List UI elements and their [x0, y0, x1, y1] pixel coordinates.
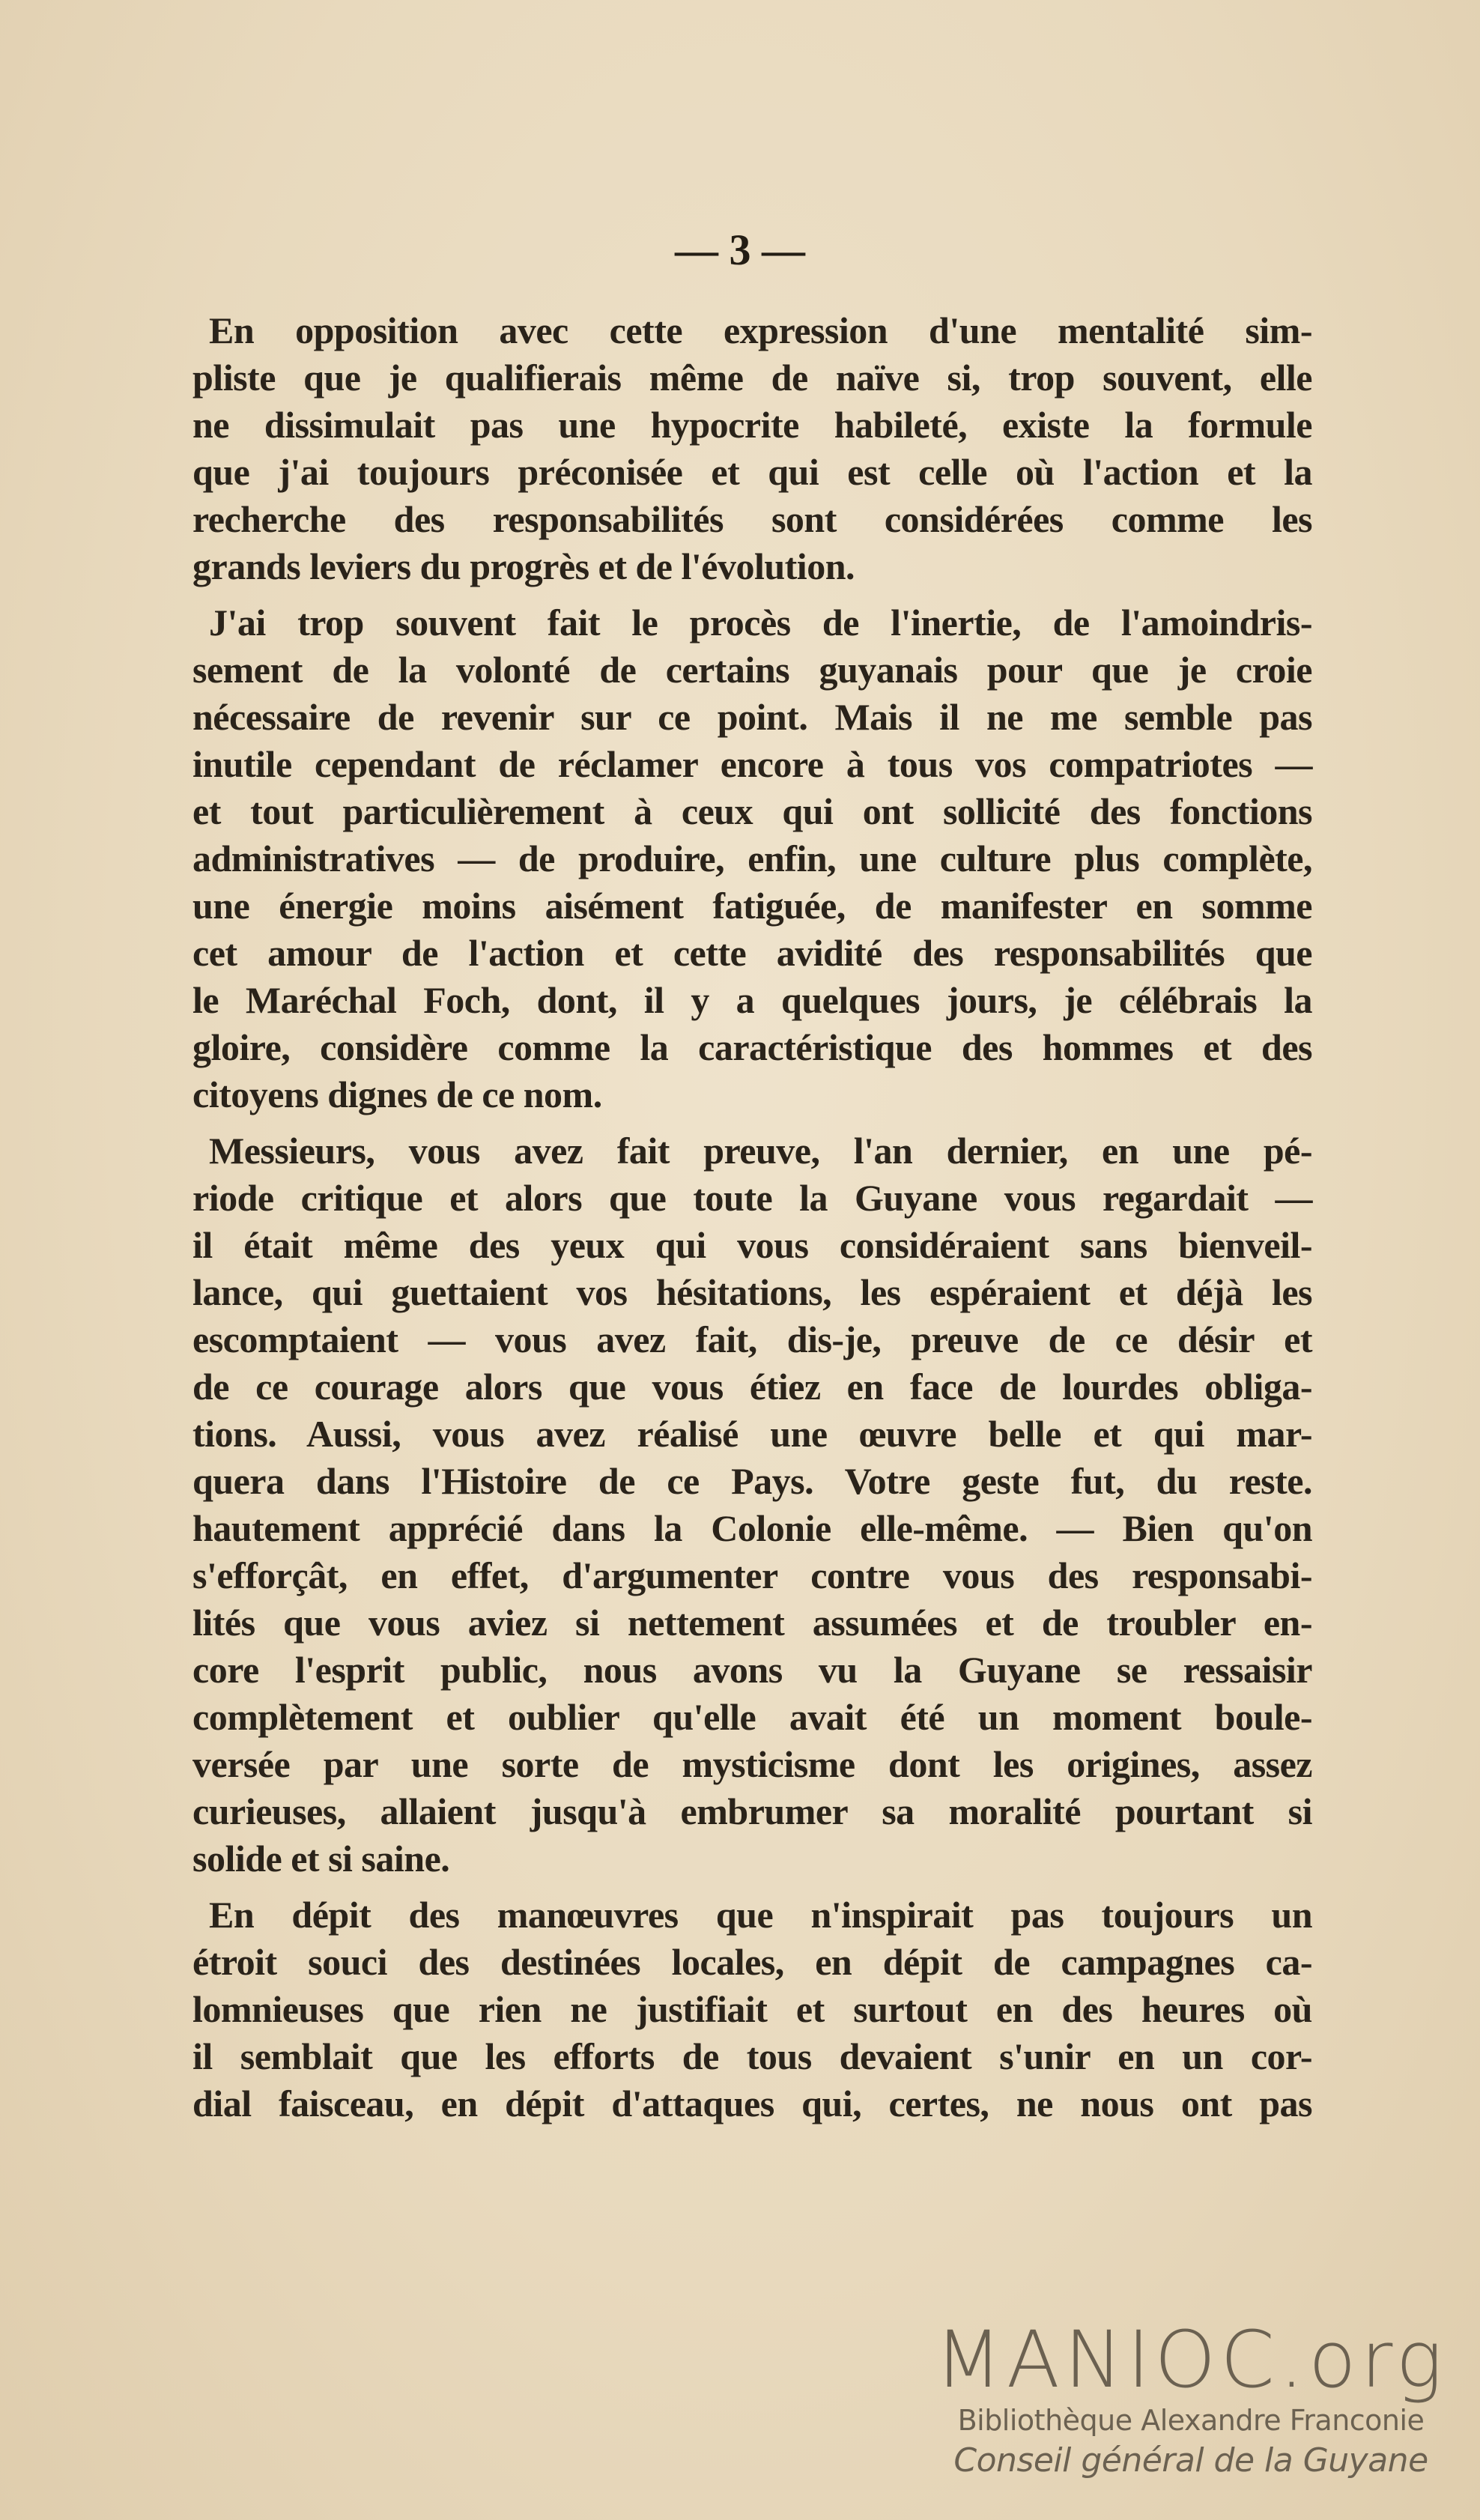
text-line: hautement apprécié dans la Colonie elle-même. — Bien qu'on: [192, 1507, 1312, 1549]
logo-title: MANIOC.org: [935, 2314, 1447, 2405]
text-line: complètement et oublier qu'elle avait été un moment boule-: [192, 1696, 1312, 1738]
text-line: tions. Aussi, vous avez réalisé une œuvre belle et qui mar-: [192, 1413, 1312, 1455]
text-line: lance, qui guettaient vos hésitations, les espéraient et déjà les: [192, 1271, 1312, 1313]
text-line: le Maréchal Foch, dont, il y a quelques jours, je célébrais la: [192, 979, 1312, 1021]
text-line: gloire, considère comme la caractéristique des hommes et des: [192, 1026, 1312, 1068]
paragraph: [192, 599, 1312, 1118]
text-line: riode critique et alors que toute la Guyane vous regardait —: [192, 1177, 1312, 1219]
page-number: — 3 —: [675, 225, 805, 274]
text-line: dial faisceau, en dépit d'attaques qui, certes, ne nous ont pas: [192, 2083, 1312, 2124]
text-line: il semblait que les efforts de tous devaient s'unir en un cor-: [192, 2035, 1312, 2077]
text-line: que j'ai toujours préconisée et qui est celle où l'action et la: [192, 451, 1312, 493]
text-line: nécessaire de revenir sur ce point. Mais il ne me semble pas: [192, 696, 1312, 738]
text-line: grands leviers du progrès et de l'évolution.: [192, 545, 855, 587]
text-line: ne dissimulait pas une hypocrite habileté, existe la formule: [192, 404, 1312, 446]
text-line: citoyens dignes de ce nom.: [192, 1073, 602, 1115]
text-line: versée par une sorte de mysticisme dont les origines, assez: [192, 1743, 1312, 1785]
text-line: sement de la volonté de certains guyanais pour que je croie: [192, 649, 1312, 691]
text-line: Messieurs, vous avez fait preuve, l'an dernier, en une pé-: [209, 1130, 1312, 1172]
text-line: quera dans l'Histoire de ce Pays. Votre geste fut, du reste.: [192, 1460, 1312, 1502]
text-line: recherche des responsabilités sont considérées comme les: [192, 498, 1312, 540]
text-line: et tout particulièrement à ceux qui ont sollicité des fonctions: [192, 790, 1312, 832]
text-line: escomptaient — vous avez fait, dis-je, preuve de ce désir et: [192, 1318, 1312, 1360]
text-line: En dépit des manœuvres que n'inspirait pas toujours un: [209, 1894, 1312, 1936]
text-line: inutile cependant de réclamer encore à tous vos compatriotes —: [192, 743, 1312, 785]
text-line: solide et si saine.: [192, 1838, 450, 1880]
logo-library-name: Bibliothèque Alexandre Franconie: [957, 2404, 1425, 2437]
text-line: lités que vous aviez si nettement assumées et de troubler en-: [192, 1602, 1312, 1644]
text-line: cet amour de l'action et cette avidité des responsabilités que: [192, 932, 1312, 974]
paragraph: [192, 307, 1312, 590]
text-line: lomnieuses que rien ne justifiait et surtout en des heures où: [192, 1988, 1312, 2030]
text-line: core l'esprit public, nous avons vu la Guyane se ressaisir: [192, 1649, 1312, 1691]
paragraph: [192, 1127, 1312, 1883]
text-line: s'efforçât, en effet, d'argumenter contre vous des responsabi-: [192, 1554, 1312, 1596]
text-line: étroit souci des destinées locales, en dépit de campagnes ca-: [192, 1941, 1312, 1983]
text-line: pliste que je qualifierais même de naïve si, trop souvent, elle: [192, 357, 1312, 399]
text-line: J'ai trop souvent fait le procès de l'inertie, de l'amoindris-: [209, 602, 1312, 643]
text-line: administratives — de produire, enfin, une culture plus complète,: [192, 838, 1312, 879]
text-line: il était même des yeux qui vous considéraient sans bienveil-: [192, 1224, 1312, 1266]
paragraph: [192, 1891, 1312, 2127]
body-text: [192, 307, 1312, 2127]
text-line: de ce courage alors que vous étiez en face de lourdes obliga-: [192, 1366, 1312, 1408]
text-line: curieuses, allaient jusqu'à embrumer sa moralité pourtant si: [192, 1790, 1312, 1832]
logo-council-name: Conseil général de la Guyane: [953, 2441, 1428, 2480]
text-line: En opposition avec cette expression d'une mentalité sim-: [209, 309, 1312, 351]
manioc-watermark-logo: [921, 2314, 1461, 2482]
text-line: une énergie moins aisément fatiguée, de manifester en somme: [192, 885, 1312, 927]
